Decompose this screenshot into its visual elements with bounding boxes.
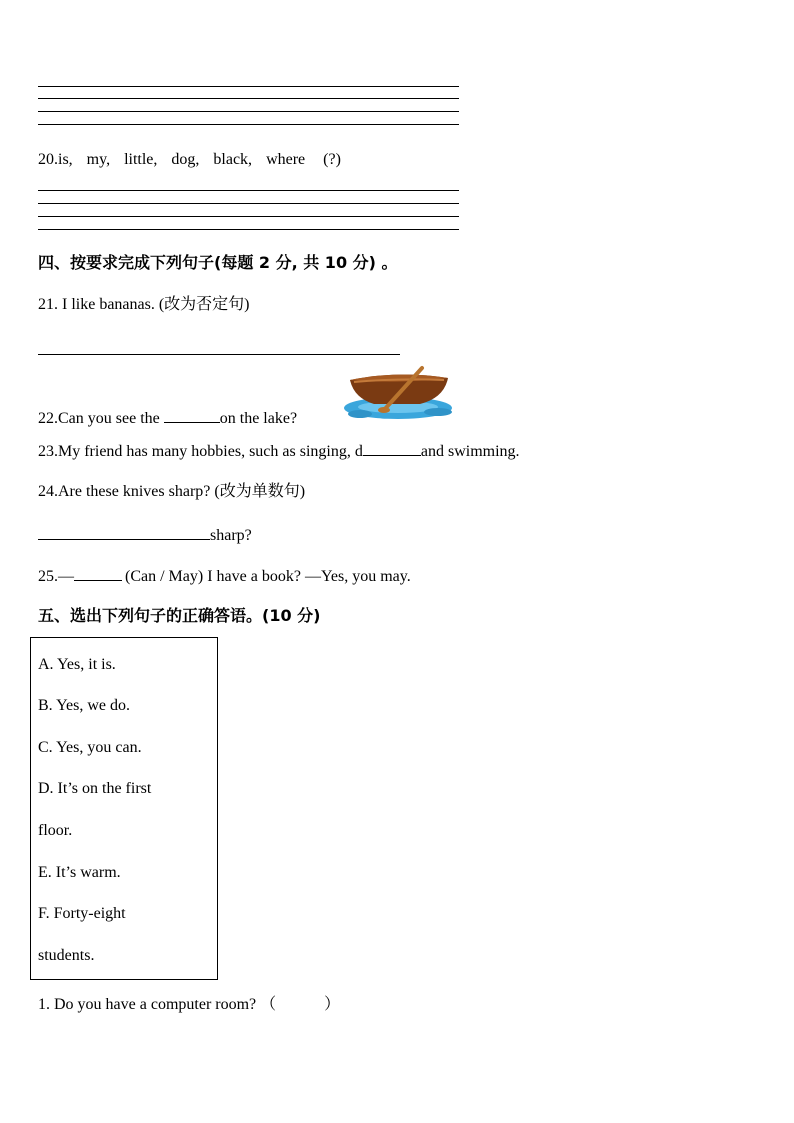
question-22 bbox=[38, 408, 297, 429]
answer-lines-20 bbox=[38, 190, 459, 230]
option-e: E. It’s warm. bbox=[38, 864, 121, 881]
word: little, bbox=[124, 151, 158, 168]
answer-paren-5-1[interactable]: （ ） bbox=[260, 994, 341, 1013]
question-23 bbox=[38, 441, 520, 462]
rowboat-on-water-icon bbox=[340, 364, 460, 424]
answer-blank-23[interactable] bbox=[363, 441, 421, 456]
word: dog, bbox=[171, 151, 200, 168]
question-number: 20. bbox=[38, 151, 58, 168]
section-5-heading: 五、选出下列句子的正确答语。(10 分) bbox=[38, 606, 321, 625]
answer-blank-24[interactable] bbox=[38, 525, 210, 540]
answer-line-21 bbox=[38, 354, 400, 355]
question-5-1 bbox=[38, 994, 340, 1015]
question-23-text: 23.My friend has many hobbies, such as singing, d bbox=[38, 443, 363, 460]
answer-blank-22[interactable] bbox=[164, 408, 220, 423]
option-d: D. It’s on the first bbox=[38, 780, 152, 797]
option-b: B. Yes, we do. bbox=[38, 697, 131, 714]
question-20 bbox=[38, 150, 341, 170]
answer-blank-25[interactable] bbox=[74, 566, 122, 581]
section-4-heading: 四、按要求完成下列句子(每题 2 分, 共 10 分) 。 bbox=[38, 253, 398, 272]
option-f-cont: students. bbox=[38, 947, 95, 964]
question-25-text: 25.— bbox=[38, 568, 74, 585]
question-24: 24.Are these knives sharp? (改为单数句) bbox=[38, 483, 306, 500]
question-23-text-end: and swimming. bbox=[420, 443, 520, 460]
options-box bbox=[30, 637, 218, 980]
question-24-answer bbox=[38, 525, 252, 546]
question-22-text-end: on the lake? bbox=[219, 410, 298, 427]
answer-lines-19 bbox=[38, 86, 459, 126]
word: (?) bbox=[323, 151, 341, 168]
question-25-text-end: (Can / May) I have a book? —Yes, you may. bbox=[125, 568, 411, 585]
question-22-text: 22.Can you see the bbox=[38, 410, 160, 427]
word: my, bbox=[86, 151, 111, 168]
word: is, bbox=[58, 151, 73, 168]
question-24-answer-tail: sharp? bbox=[210, 527, 252, 544]
word: where bbox=[266, 151, 306, 168]
option-a: A. Yes, it is. bbox=[38, 656, 116, 673]
question-21: 21. I like bananas. (改为否定句) bbox=[38, 296, 250, 313]
option-d-cont: floor. bbox=[38, 822, 73, 839]
word: black, bbox=[213, 151, 253, 168]
option-f: F. Forty-eight bbox=[38, 905, 126, 922]
question-5-1-text: 1. Do you have a computer room? bbox=[38, 996, 257, 1013]
question-25 bbox=[38, 566, 411, 587]
option-c: C. Yes, you can. bbox=[38, 739, 142, 756]
